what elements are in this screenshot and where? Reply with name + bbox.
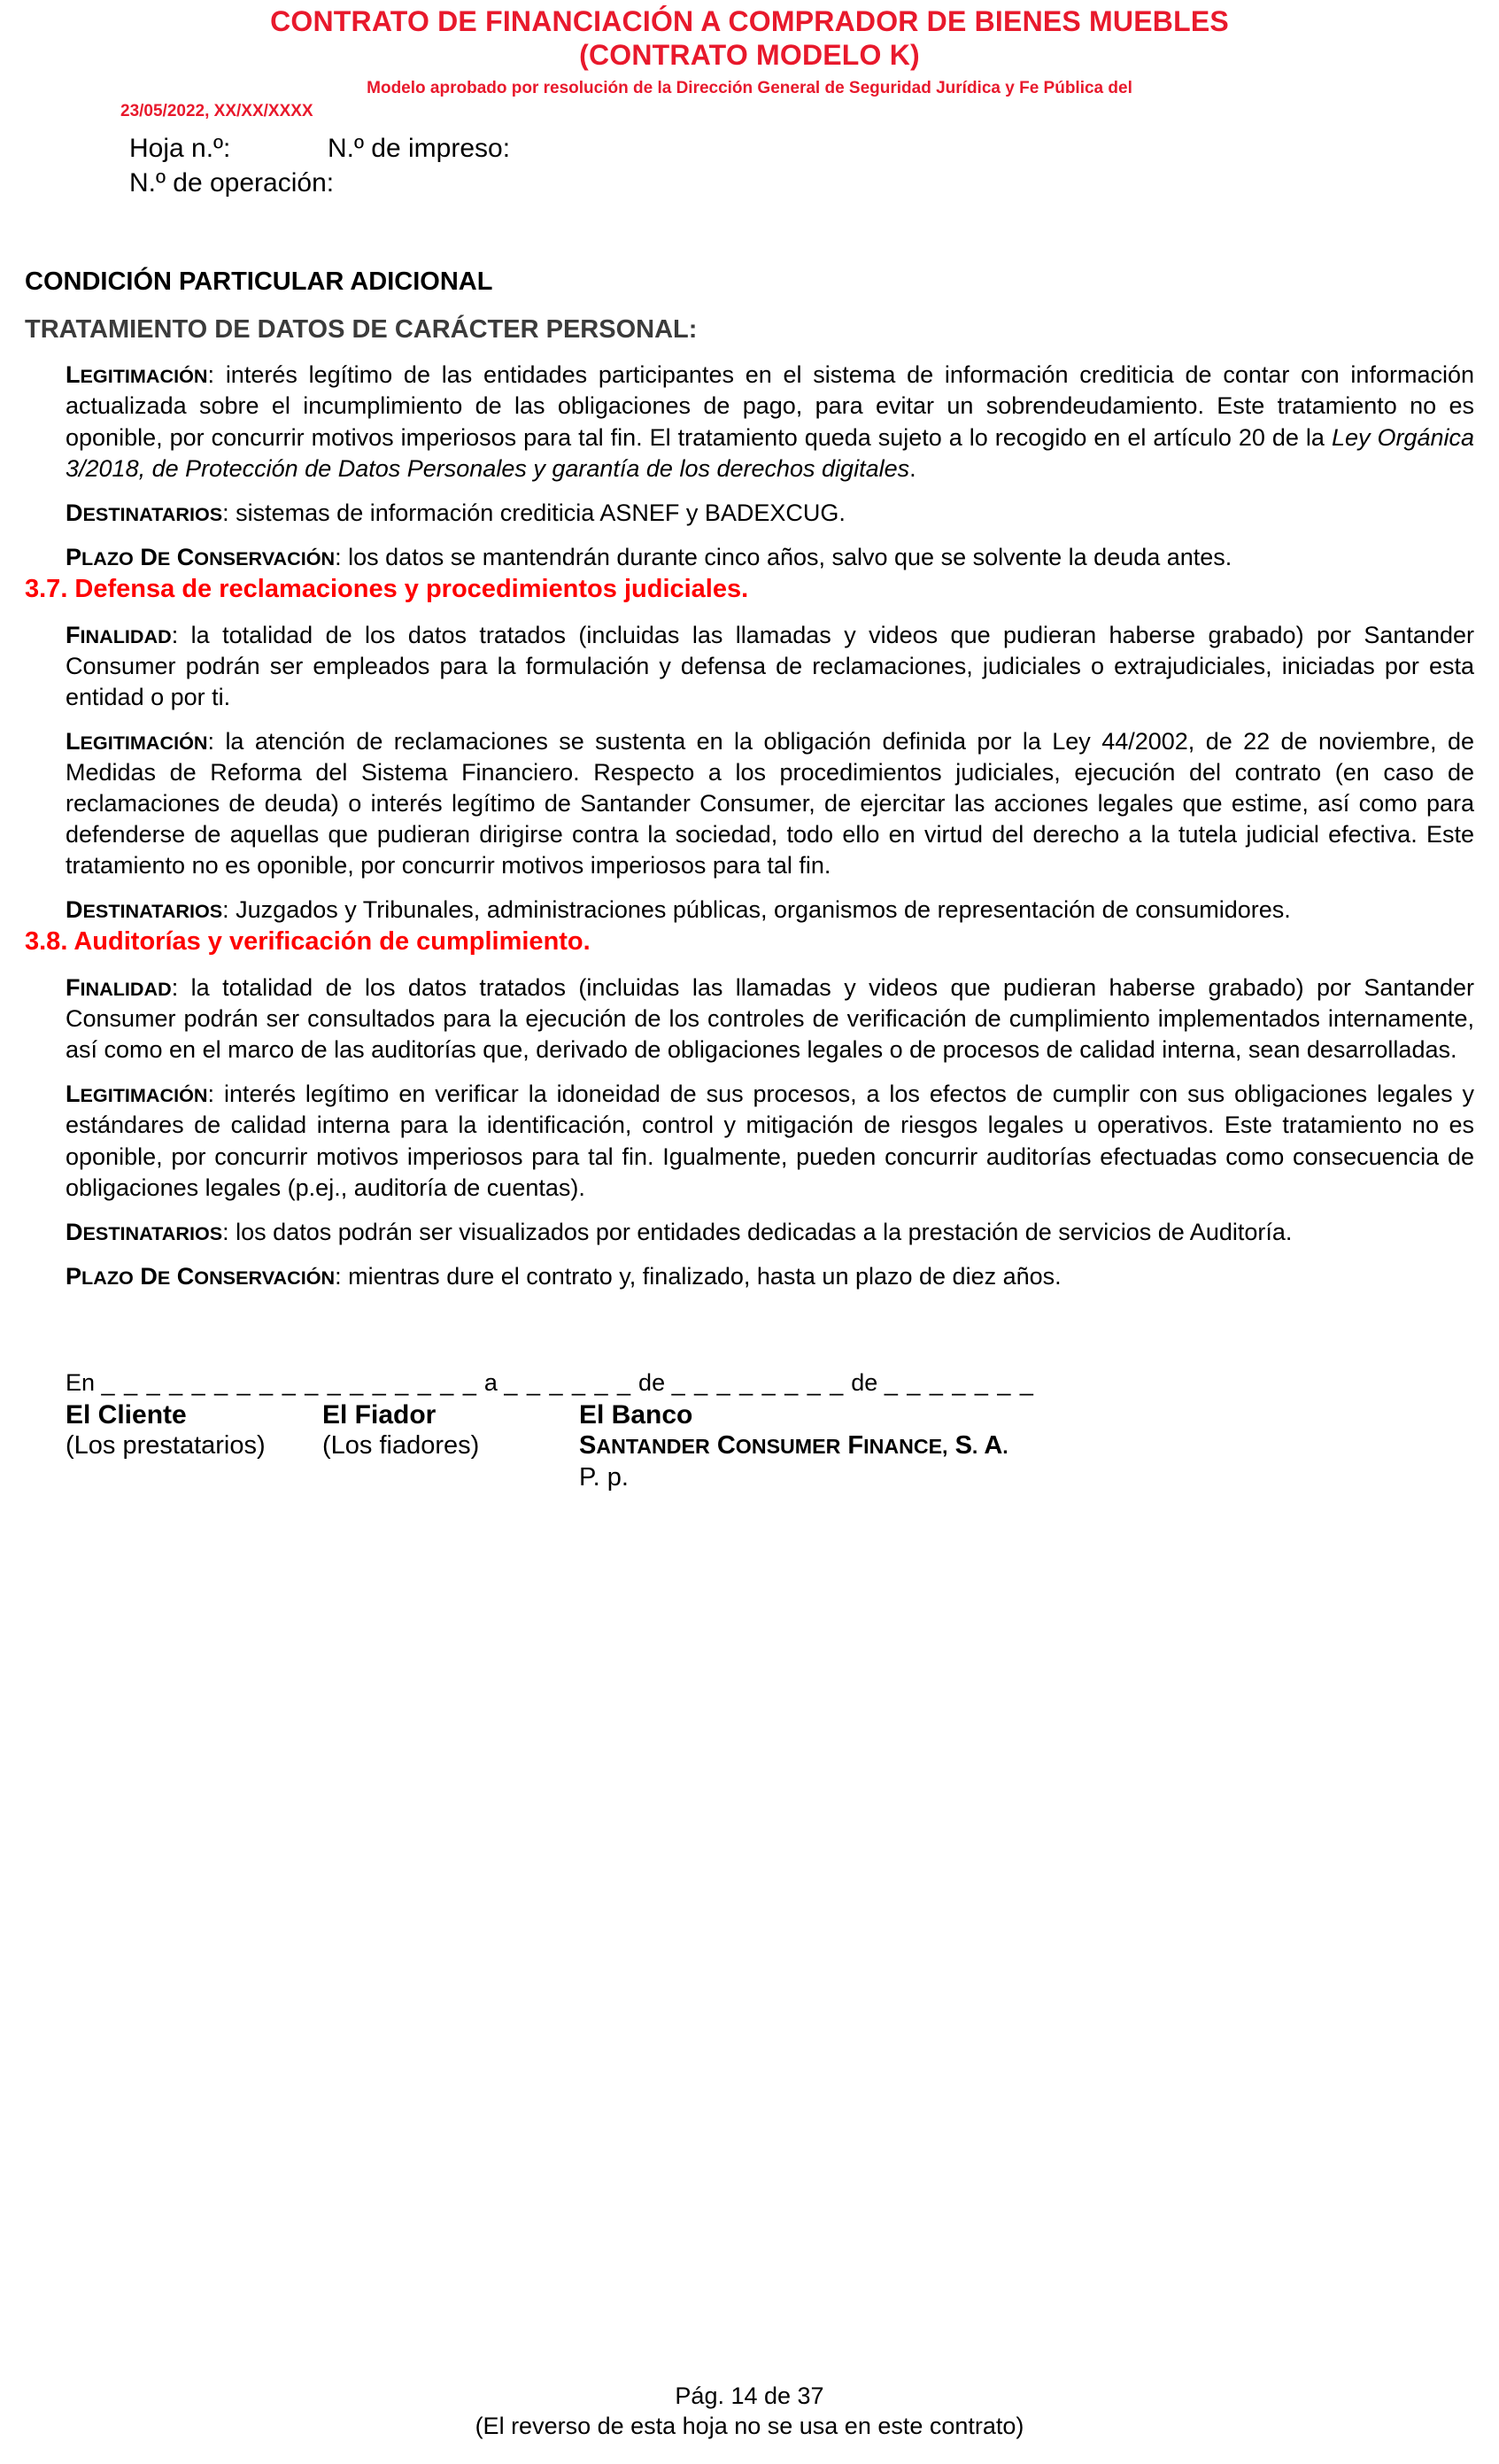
signature-columns [66, 1399, 1474, 1493]
paragraph-3-8-legitimacion [25, 1079, 1474, 1203]
heading-section-3-7: 3.7. Defensa de reclamaciones y procedimientos judiciales. [25, 574, 749, 603]
a-label: a [483, 1368, 498, 1396]
label-separator: : [207, 727, 226, 755]
label-legitimacion: LEGITIMACIÓN [66, 361, 208, 389]
reverse-side-note: (El reverso de esta hoja no se usa en este contrato) [475, 2412, 1024, 2439]
destinatarios-text: los datos podrán ser visualizados por entidades dedicadas a la prestación de servicios de Auditoría. [236, 1218, 1293, 1245]
signature-column-fiador [322, 1399, 579, 1493]
paragraph-3-7-destinatarios [25, 895, 1474, 926]
signature-fiador-subtitle: (Los fiadores) [322, 1431, 480, 1461]
signature-block [25, 1368, 1474, 1493]
legitimacion-text-before: interés legítimo de las entidades participantes en el sistema de información crediticia de contar con información actualizada sobre el incumplimiento de las obligaciones de pago, para evitar un sobrendeudamiento. Este tratamiento no es oponible, por concurrir motivos imperiosos para tal fin. El tratamiento queda sujeto a lo recogido en el artículo 20 de la [66, 361, 1474, 451]
sheet-number-label: Hoja n.º: [129, 133, 231, 163]
label-separator: : [171, 621, 191, 648]
document-title [25, 5, 1474, 73]
destinatarios-text: Juzgados y Tribunales, administraciones públicas, organismos de representación de consumidores. [236, 896, 1291, 924]
label-separator: : [335, 1262, 349, 1290]
legitimacion-law-title: Ley Orgánica 3/2018, de Protección de Datos Personales y garantía de los derechos digitales [66, 423, 1475, 482]
document-title-line-2: (CONTRATO MODELO K) [579, 38, 920, 71]
de-label-2: de [851, 1368, 878, 1396]
document-title-line-1: CONTRATO DE FINANCIACIÓN A COMPRADOR DE BIENES MUEBLES [270, 5, 1229, 37]
label-finalidad: FINALIDAD [66, 621, 172, 648]
paragraph-legitimacion-credito [25, 360, 1474, 484]
signature-column-cliente [66, 1399, 322, 1493]
approval-note-text: Modelo aprobado por resolución de la Dirección General de Seguridad Jurídica y Fe Pública del [367, 78, 1132, 97]
label-separator: : [335, 543, 349, 570]
page-number: Pág. 14 de 37 [675, 2382, 824, 2409]
paragraph-3-8-destinatarios [25, 1217, 1474, 1248]
label-destinatarios: DESTINATARIOS [66, 896, 223, 924]
label-plazo-conservacion: PLAZO DE CONSERVACIÓN [66, 543, 336, 570]
label-destinatarios: DESTINATARIOS [66, 499, 223, 526]
print-number-label: N.º de impreso: [328, 133, 511, 163]
label-finalidad: FINALIDAD [66, 974, 172, 1002]
approval-note [25, 77, 1474, 123]
document-page [0, 5, 1499, 2464]
legitimacion-text: interés legítimo en verificar la idoneidad de sus procesos, a los efectos de cumplir con sus obligaciones legales y estándares de calidad interna para la identificación, control y mitigación de riesgos legales u operativos. Este tratamiento no es oponible, por concurrir motivos imperiosos para tal fin. Igualmente, pueden concurrir auditorías efectuadas como consecuencia de obligaciones legales (p.ej., auditoría de cuentas). [66, 1081, 1474, 1201]
label-plazo-conservacion: PLAZO DE CONSERVACIÓN [66, 1262, 336, 1290]
label-separator: : [222, 499, 236, 526]
approval-note-date: 23/05/2022, XX/XX/XXXX [120, 101, 313, 120]
de-label-1: de [638, 1368, 666, 1396]
plazo-conservacion-text: los datos se mantendrán durante cinco años, salvo que se solvente la deuda antes. [348, 543, 1232, 570]
document-header [25, 5, 1474, 200]
plazo-conservacion-text: mientras dure el contrato y, finalizado, hasta un plazo de diez años. [348, 1262, 1062, 1290]
operation-number-label: N.º de operación: [129, 167, 335, 198]
paragraph-3-7-legitimacion [25, 726, 1474, 881]
destinatarios-text: sistemas de información crediticia ASNEF y BADEXCUG. [236, 499, 846, 526]
heading-condicion-particular-adicional: CONDICIÓN PARTICULAR ADICIONAL [25, 267, 493, 296]
signature-cliente-heading: El Cliente [66, 1399, 187, 1430]
paragraph-3-8-finalidad [25, 972, 1474, 1065]
page-footer [0, 2381, 1499, 2441]
signature-banco-heading: El Banco [579, 1399, 693, 1430]
month-blank-field[interactable]: _ _ _ _ _ _ _ _ [671, 1368, 845, 1396]
place-blank-field[interactable]: _ _ _ _ _ _ _ _ _ _ _ _ _ _ _ _ _ [101, 1368, 478, 1396]
label-destinatarios: DESTINATARIOS [66, 1218, 223, 1245]
label-separator: : [207, 1081, 224, 1108]
day-blank-field[interactable]: _ _ _ _ _ _ [504, 1368, 632, 1396]
signature-place-date-line [66, 1368, 1474, 1398]
signature-banco-pp: P. p. [579, 1462, 629, 1492]
signature-column-banco [579, 1399, 1474, 1493]
signature-cliente-subtitle: (Los prestatarios) [66, 1431, 266, 1461]
paragraph-3-8-plazo-conservacion [25, 1261, 1474, 1292]
reference-block [25, 131, 1474, 200]
document-body [25, 266, 1474, 1292]
legitimacion-text-after: . [909, 454, 916, 482]
paragraph-destinatarios-credito [25, 498, 1474, 529]
label-separator: : [207, 361, 226, 389]
header-body-spacer [25, 200, 1474, 266]
label-separator: : [222, 1218, 236, 1245]
label-legitimacion: LEGITIMACIÓN [66, 727, 208, 755]
label-separator: : [171, 974, 191, 1002]
finalidad-text: la totalidad de los datos tratados (incluidas las llamadas y videos que pudieran haberse grabado) por Santander Consumer podrán ser empleados para la formulación y defensa de reclamaciones, judiciales o extrajudiciales, iniciadas por esta entidad o por ti. [66, 621, 1474, 710]
label-separator: : [222, 896, 236, 924]
year-blank-field[interactable]: _ _ _ _ _ _ _ [884, 1368, 1035, 1396]
signature-fiador-heading: El Fiador [322, 1399, 437, 1430]
legitimacion-text: la atención de reclamaciones se sustenta en la obligación definida por la Ley 44/2002, de 22 de noviembre, de Medidas de Reforma del Sistema Financiero. Respecto a los procedimientos judiciales, ejecución del contrato (en caso de reclamaciones de deuda) o interés legítimo de Santander Consumer, de ejercitar las acciones legales que estime, así como para defenderse de aquellas que pudieran dirigirse contra la sociedad, todo ello en virtud del derecho a la tutela judicial efectiva. Este tratamiento no es oponible, por concurrir motivos imperiosos para tal fin. [66, 727, 1474, 879]
reference-row-sheet [129, 131, 1474, 166]
signature-banco-entity: SANTANDER CONSUMER FINANCE, S. A. [579, 1431, 1008, 1461]
en-label: En [66, 1368, 96, 1396]
paragraph-3-7-finalidad [25, 620, 1474, 713]
paragraph-plazo-conservacion-credito [25, 542, 1474, 573]
heading-tratamiento-datos: TRATAMIENTO DE DATOS DE CARÁCTER PERSONAL: [25, 314, 698, 344]
heading-section-3-8: 3.8. Auditorías y verificación de cumplimiento. [25, 927, 591, 957]
label-legitimacion: LEGITIMACIÓN [66, 1081, 208, 1108]
finalidad-text: la totalidad de los datos tratados (incluidas las llamadas y videos que pudieran haberse grabado) por Santander Consumer podrán ser consultados para la ejecución de los controles de verificación de cumplimiento implementados internamente, así como en el marco de las auditorías que, derivado de obligaciones legales o de procesos de calidad interna, sean desarrolladas. [66, 974, 1474, 1064]
